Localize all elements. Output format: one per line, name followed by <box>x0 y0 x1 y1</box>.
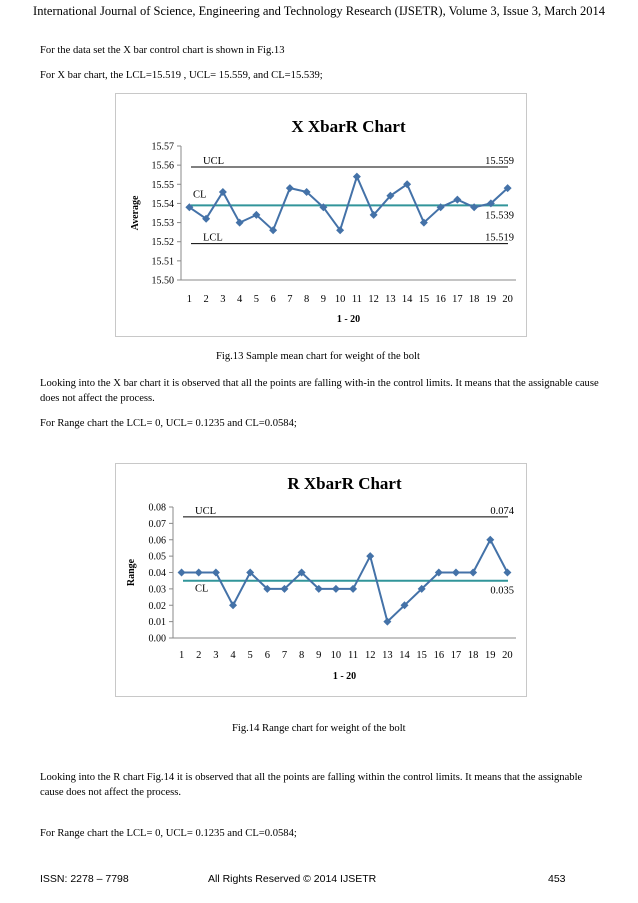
chart0-x-tick-label: 13 <box>385 294 396 305</box>
chart1-x-tick-label: 18 <box>467 650 479 661</box>
chart0-y-tick-label: 15.50 <box>151 275 174 287</box>
fig13-caption: Fig.13 Sample mean chart for weight of the bolt <box>216 351 420 362</box>
chart0-x-tick-label: 11 <box>351 294 362 305</box>
chart1-x-tick-label: 14 <box>399 650 410 661</box>
chart1-y-tick-label: 0.00 <box>148 633 166 645</box>
paragraph-6: For Range chart the LCL= 0, UCL= 0.1235 and CL=0.0584; <box>40 828 297 839</box>
chart0-x-tick-label: 12 <box>368 294 379 305</box>
chart1-data-point <box>332 585 340 593</box>
xbar-chart-svg <box>116 94 526 336</box>
chart0-x-tick-label: 1 <box>186 294 192 305</box>
chart1-x-tick-label: 9 <box>316 650 322 661</box>
footer-issn: ISSN: 2278 – 7798 <box>40 873 129 885</box>
chart0-data-point <box>353 173 361 181</box>
chart0-y-tick-label: 15.57 <box>151 141 174 153</box>
chart0-y-tick-label: 15.51 <box>151 256 174 268</box>
chart0-x-tick-label: 10 <box>334 294 346 305</box>
fig14-caption: Fig.14 Range chart for weight of the bolt <box>232 723 406 734</box>
chart0-x-tick-label: 19 <box>485 294 497 305</box>
chart1-data-point <box>195 569 203 577</box>
chart0-x-tick-label: 15 <box>418 294 430 305</box>
chart1-y-tick-label: 0.03 <box>148 584 166 596</box>
chart1-data-point <box>229 601 237 609</box>
chart0-data-point <box>286 184 294 192</box>
chart1-x-axis-label: 1 - 20 <box>332 671 357 682</box>
chart0-data-point <box>236 219 244 227</box>
chart0-y-tick-label: 15.56 <box>151 160 174 172</box>
chart1-data-point <box>503 569 511 577</box>
footer-page-number: 453 <box>548 873 566 885</box>
chart1-x-tick-label: 6 <box>264 650 270 661</box>
chart0-title: X XbarR Chart <box>291 117 406 136</box>
paragraph-4: For Range chart the LCL= 0, UCL= 0.1235 and CL=0.0584; <box>40 418 297 429</box>
chart0-x-tick-label: 3 <box>220 294 226 305</box>
chart1-data-point <box>452 569 460 577</box>
paragraph-1: For the data set the X bar control chart is shown in Fig.13 <box>40 45 285 56</box>
chart1-y-axis-label: Range <box>126 558 137 587</box>
chart1-y-tick-label: 0.04 <box>148 568 166 579</box>
chart1-data-point <box>178 569 186 577</box>
chart1-x-tick-label: 7 <box>281 650 288 661</box>
chart0-x-tick-label: 5 <box>253 294 259 305</box>
chart0-cl-label: CL <box>193 189 207 201</box>
chart0-x-tick-label: 2 <box>203 294 209 305</box>
chart1-y-tick-label: 0.07 <box>148 518 166 530</box>
chart1-x-tick-label: 17 <box>450 650 462 661</box>
chart1-y-tick-label: 0.08 <box>148 502 166 514</box>
chart1-y-tick-label: 0.06 <box>148 535 166 547</box>
chart0-y-axis-label: Average <box>130 195 141 231</box>
chart1-title: R XbarR Chart <box>287 474 402 493</box>
chart1-x-tick-label: 10 <box>330 650 342 661</box>
chart0-x-tick-label: 17 <box>452 294 463 305</box>
chart1-x-tick-label: 11 <box>348 650 359 661</box>
chart0-ucl-label: UCL <box>203 156 224 168</box>
chart0-y-tick-label: 15.54 <box>151 198 174 210</box>
chart1-cl-label: CL <box>195 583 209 595</box>
chart0-x-tick-label: 6 <box>270 294 276 305</box>
chart1-ucl-label: UCL <box>195 505 216 517</box>
chart1-data-point <box>366 552 374 560</box>
chart0-x-tick-label: 7 <box>287 294 293 305</box>
paragraph-5: Looking into the R chart Fig.14 it is observed that all the points are falling within the control limits. It means that the assignable cause does not affect the process. <box>40 772 583 798</box>
chart1-y-tick-label: 0.01 <box>148 617 166 629</box>
paragraph-2: For X bar chart, the LCL=15.519 , UCL= 15.559, and CL=15.539; <box>40 70 323 81</box>
paragraph-3: Looking into the X bar chart it is observed that all the points are falling with-in the control limits. It means that the assignable cause does not affect the process. <box>40 378 599 404</box>
chart1-x-tick-label: 20 <box>502 650 513 661</box>
chart1-cl-value-label: 0.035 <box>490 585 514 597</box>
chart0-x-tick-label: 9 <box>320 294 326 305</box>
chart1-x-tick-label: 3 <box>213 650 219 661</box>
chart0-cl-value-label: 15.539 <box>485 210 514 222</box>
chart0-lcl-label: LCL <box>203 232 223 244</box>
chart1-x-tick-label: 15 <box>416 650 427 661</box>
chart0-x-tick-label: 16 <box>435 294 446 305</box>
journal-header: International Journal of Science, Engineering and Technology Research (IJSETR), Volume 3, Issue 3, March 2014 <box>33 4 605 18</box>
chart0-y-tick-label: 15.53 <box>151 218 174 230</box>
chart1-x-tick-label: 19 <box>485 650 496 661</box>
chart0-x-tick-label: 4 <box>237 294 243 305</box>
chart0-x-tick-label: 14 <box>401 294 413 305</box>
chart1-data-point <box>212 569 220 577</box>
chart1-ucl-value-label: 0.074 <box>490 505 514 517</box>
range-chart-svg <box>116 464 526 696</box>
footer-rights: All Rights Reserved © 2014 IJSETR <box>208 873 377 885</box>
chart1-x-tick-label: 2 <box>196 650 202 661</box>
chart1-x-tick-label: 1 <box>178 650 185 661</box>
chart0-x-tick-label: 18 <box>468 294 480 305</box>
chart1-x-tick-label: 13 <box>382 650 393 661</box>
chart1-x-tick-label: 8 <box>299 650 305 661</box>
chart0-y-tick-label: 15.55 <box>151 179 174 191</box>
chart0-data-point <box>453 196 461 204</box>
chart1-x-tick-label: 12 <box>364 650 376 661</box>
chart0-ucl-value-label: 15.559 <box>485 156 514 168</box>
chart0-x-tick-label: 8 <box>304 294 310 305</box>
chart0-lcl-value-label: 15.519 <box>485 232 514 244</box>
chart0-x-axis-label: 1 - 20 <box>336 314 361 325</box>
chart0-x-tick-label: 20 <box>502 294 513 305</box>
xbar-chart <box>115 93 527 337</box>
chart1-x-tick-label: 4 <box>230 650 236 661</box>
range-chart <box>115 463 527 697</box>
chart1-y-tick-label: 0.02 <box>148 600 166 612</box>
chart1-x-tick-label: 16 <box>433 650 445 661</box>
chart1-y-tick-label: 0.05 <box>148 551 166 563</box>
chart1-data-point <box>486 536 494 544</box>
chart1-data-point <box>469 569 477 577</box>
chart1-x-tick-label: 5 <box>247 650 253 661</box>
chart1-data-point <box>349 585 357 593</box>
chart0-y-tick-label: 15.52 <box>151 237 174 249</box>
